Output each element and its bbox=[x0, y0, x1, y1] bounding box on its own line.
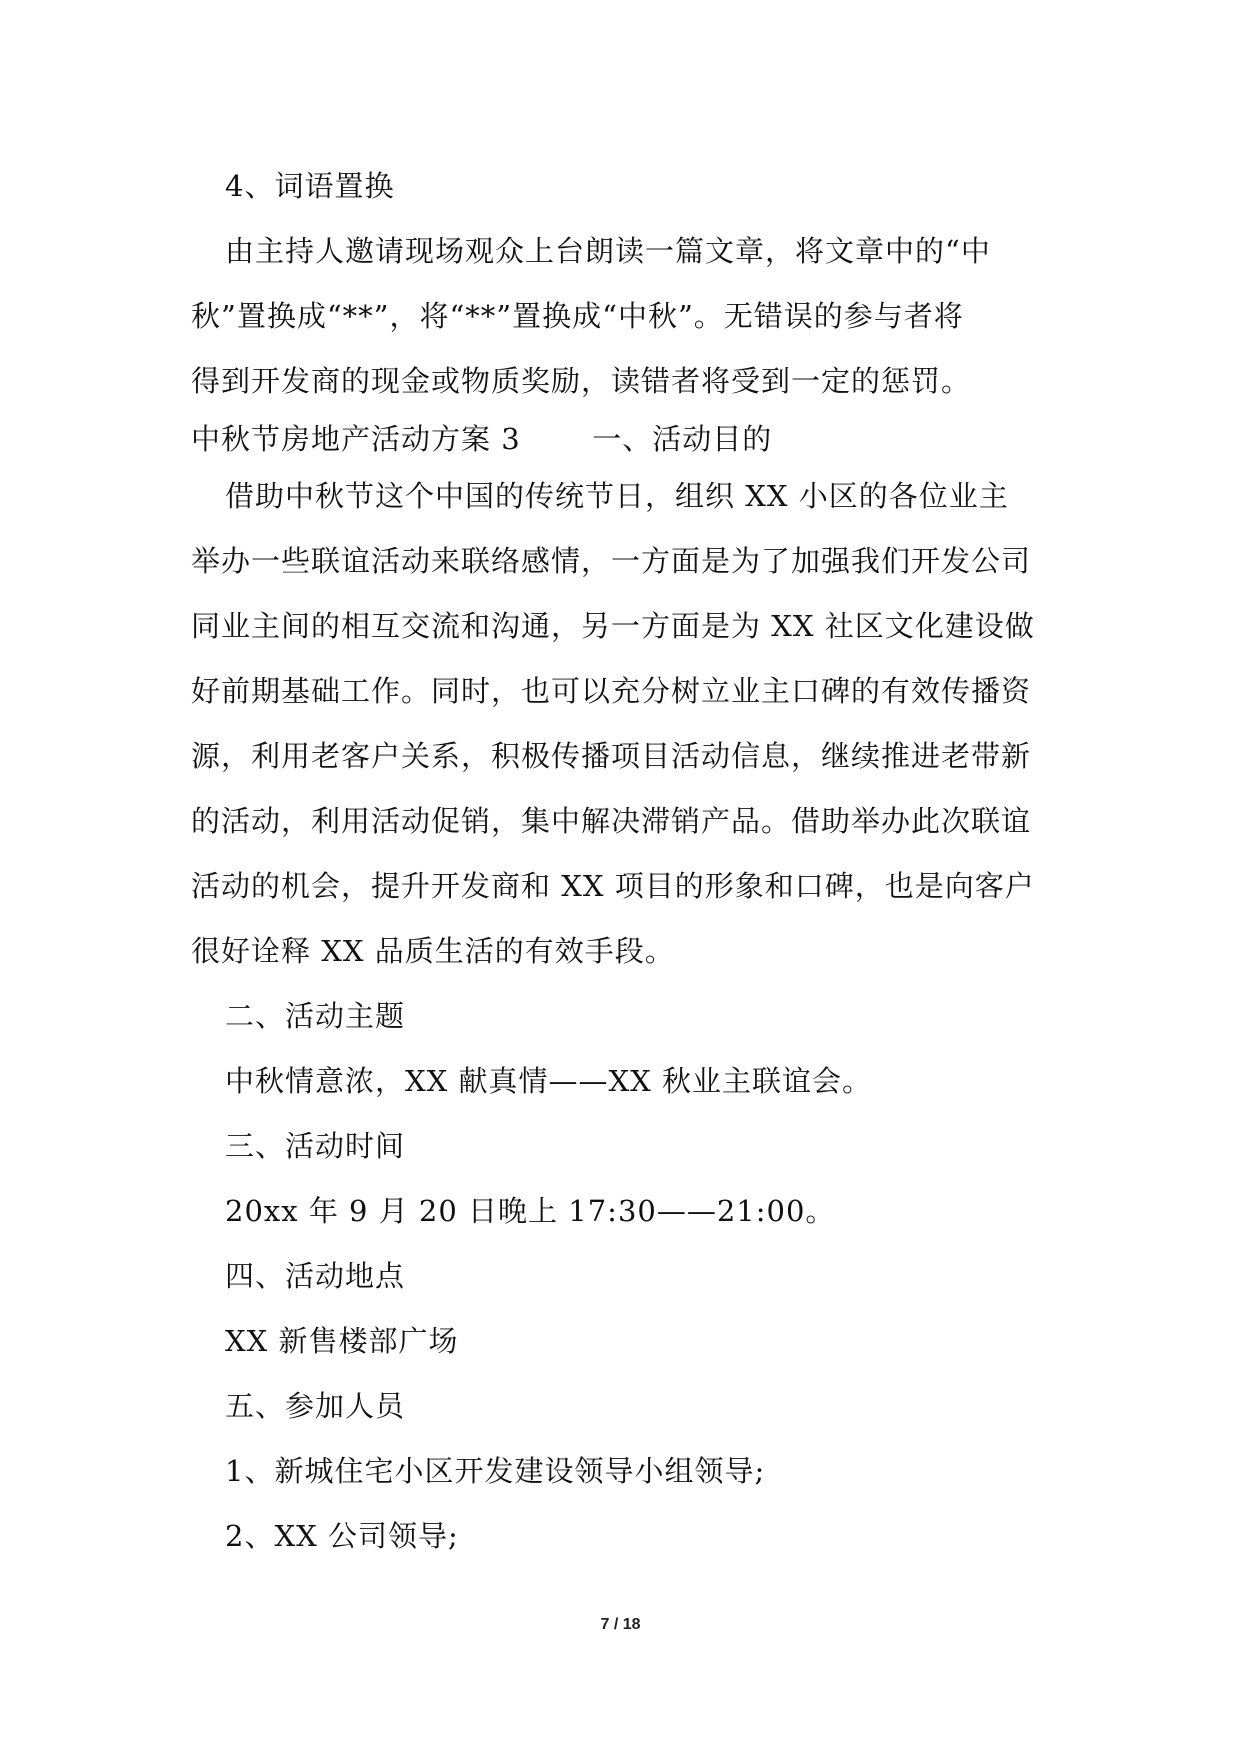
participant-item: 2、XX 公司领导; bbox=[225, 1519, 459, 1553]
paragraph-line: 借助中秋节这个中国的传统节日，组织 XX 小区的各位业主 bbox=[225, 479, 1009, 513]
paragraph-line: 同业主间的相互交流和沟通，另一方面是为 XX 社区文化建设做 bbox=[191, 609, 1035, 643]
paragraph-line: 好前期基础工作。同时，也可以充分树立业主口碑的有效传播资 bbox=[191, 674, 1032, 708]
paragraph-line: 的活动，利用活动促销，集中解决滞销产品。借助举办此次联谊 bbox=[191, 804, 1032, 838]
page-number: 7 / 18 bbox=[600, 1616, 641, 1633]
participant-item: 1、新城住宅小区开发建设领导小组领导; bbox=[225, 1454, 766, 1488]
section-heading-plan-3: 中秋节房地产活动方案 3 一、活动目的 bbox=[191, 422, 773, 456]
activity-time-text: 20xx 年 9 月 20 日晚上 17:30——21:00。 bbox=[225, 1194, 836, 1228]
paragraph-line: 很好诠释 XX 品质生活的有效手段。 bbox=[191, 934, 675, 968]
paragraph-line: 源，利用老客户关系，积极传播项目活动信息，继续推进老带新 bbox=[191, 739, 1032, 773]
heading-activity-theme: 二、活动主题 bbox=[225, 999, 406, 1033]
paragraph-line: 活动的机会，提升开发商和 XX 项目的形象和口碑，也是向客户 bbox=[191, 869, 1035, 903]
paragraph-line: 由主持人邀请现场观众上台朗读一篇文章，将文章中的“中 bbox=[225, 234, 991, 268]
activity-location-text: XX 新售楼部广场 bbox=[225, 1324, 459, 1358]
paragraph-line: 举办一些联谊活动来联络感情，一方面是为了加强我们开发公司 bbox=[191, 544, 1032, 578]
heading-participants: 五、参加人员 bbox=[225, 1389, 406, 1423]
heading-activity-time: 三、活动时间 bbox=[225, 1129, 406, 1163]
heading-activity-location: 四、活动地点 bbox=[225, 1259, 406, 1293]
paragraph-line: 得到开发商的现金或物质奖励，读错者将受到一定的惩罚。 bbox=[191, 364, 972, 398]
document-body bbox=[191, 154, 1061, 1569]
list-item-word-replacement: 4、词语置换 bbox=[225, 169, 395, 203]
paragraph-line: 秋”置换成“**”，将“**”置换成“中秋”。无错误的参与者将 bbox=[191, 299, 964, 333]
activity-theme-text: 中秋情意浓，XX 献真情——XX 秋业主联谊会。 bbox=[225, 1064, 873, 1098]
